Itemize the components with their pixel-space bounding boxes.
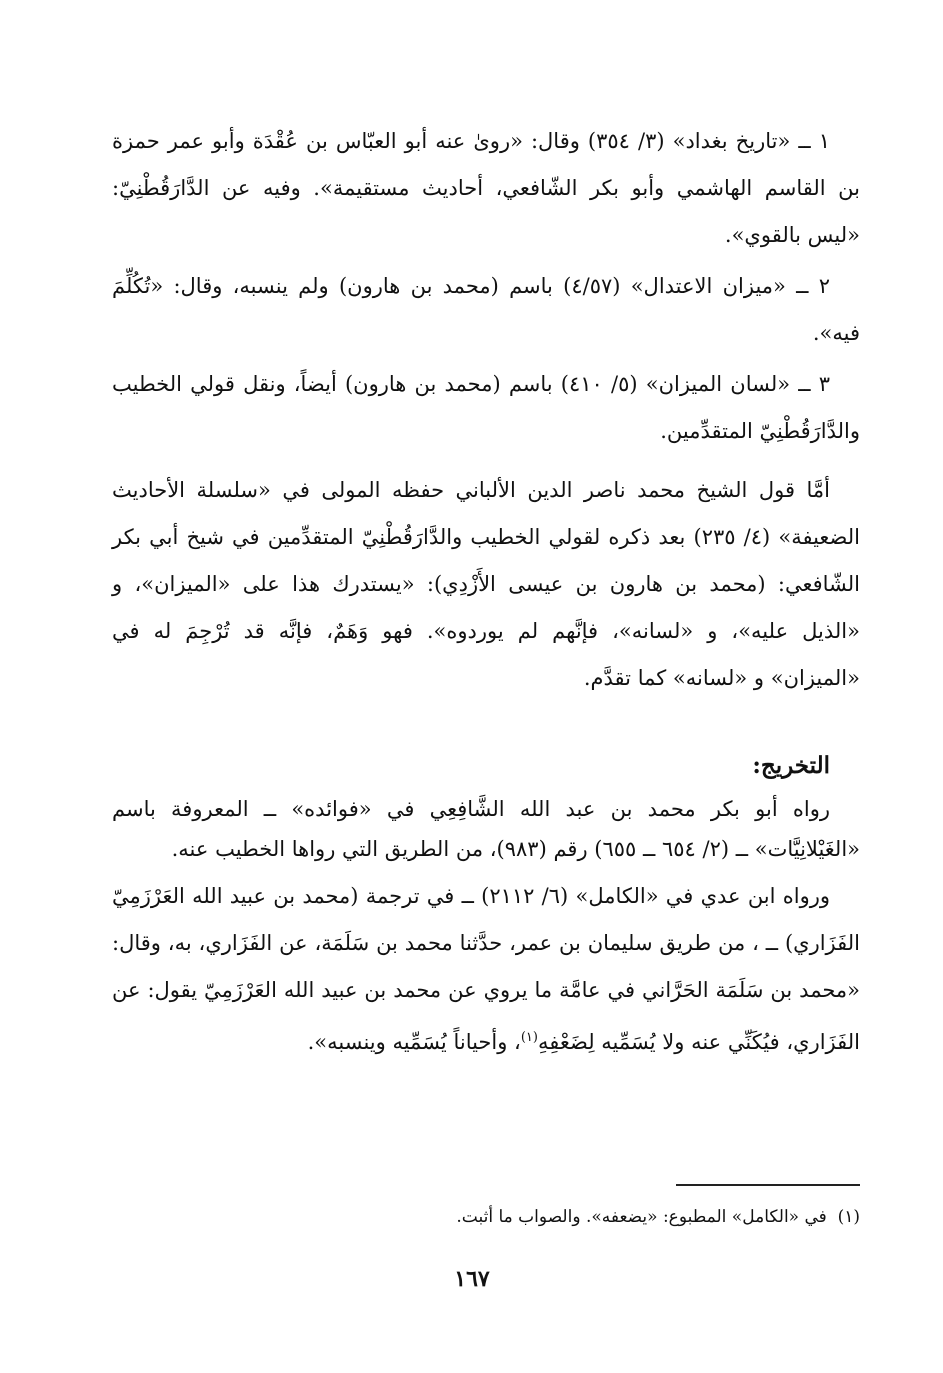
source-item-1: ١ ــ «تاريخ بغداد» (٣/ ٣٥٤) وقال: «روىٰ عنه أبو العبّاس بن عُقْدَة وأبو عمر حمزة بن القاسم الهاشمي وأبو بكر الشّافعي، أحاديث مستقيمة». وفيه عن الدَّارَقُطْنِيّ: «ليس بالقوي».	[112, 129, 860, 247]
source-item-2: ٢ ــ «ميزان الاعتدال» (٤/٥٧) باسم (محمد بن هارون) ولم ينسبه، وقال: «تُكُلِّمَ فيه».	[112, 274, 860, 345]
takhrij-paragraph-2	[112, 873, 860, 1066]
takhrij-paragraph-2-text: ورواه ابن عدي في «الكامل» (٦/ ٢١١٢) ــ في ترجمة (محمد بن عبيد الله العَرْزَمِيّ الفَزَاري) ــ ، من طريق سليمان بن عمر، حدَّثنا محمد بن سَلَمَة، عن الفَزَاري، به، وقال: «محمد بن سَلَمَة الحَرَّاني في عامَّة ما يروي عن محمد بن عبيد الله العَرْزَمِيّ يقول: عن الفَزَاري، فيُكَنِّي عنه ولا يُسَمِّيه لِضَعْفِهِ	[112, 884, 860, 1054]
source-item-3: ٣ ــ «لسان الميزان» (٥/ ٤١٠) باسم (محمد بن هارون) أيضاً، ونقل قولي الخطيب والدَّارَقُطْنِيّ المتقدِّمين.	[112, 372, 860, 443]
takhrij-paragraph-2-end: ، وأحياناً يُسَمِّيه وينسبه».	[307, 1030, 521, 1054]
footnote	[112, 1203, 860, 1231]
takhrij-paragraph-1: رواه أبو بكر محمد بن عبد الله الشَّافِعِي في «فوائده» ــ المعروفة باسم «الغَيْلانِيَّات» ــ (٢/ ٦٥٤ ــ ٦٥٥) رقم (٩٨٣)، من الطريق التي رواها الخطيب عنه.	[112, 797, 860, 861]
page-number: ١٦٧	[454, 1266, 490, 1292]
albani-paragraph: أمَّا قول الشيخ محمد ناصر الدين الألباني حفظه المولى في «سلسلة الأحاديث الضعيفة» (٤/ ٢٣٥) بعد ذكره لقولي الخطيب والدَّارَقُطْنِيّ المتقدِّمين في شيخ أبي بكر الشّافعي: (محمد بن هارون بن عيسى الأَزْدِي): «يستدرك هذا على «الميزان»، و «الذيل عليه»، و «لسانه»، فإنَّهم لم يوردوه». فهو وَهَمٌ، فإنَّه قد تُرْجِمَ له في «الميزان» و «لسانه» كما تقدَّم.	[112, 478, 860, 690]
footnote-reference: (١)	[520, 1030, 538, 1045]
footnote-marker: (١)	[837, 1207, 860, 1227]
footnote-divider	[676, 1184, 860, 1186]
footnote-text: في «الكامل» المطبوع: «يضعفه». والصواب ما أثبت.	[456, 1207, 827, 1227]
main-text	[112, 118, 860, 1066]
takhrij-heading: التخريج:	[752, 752, 830, 779]
